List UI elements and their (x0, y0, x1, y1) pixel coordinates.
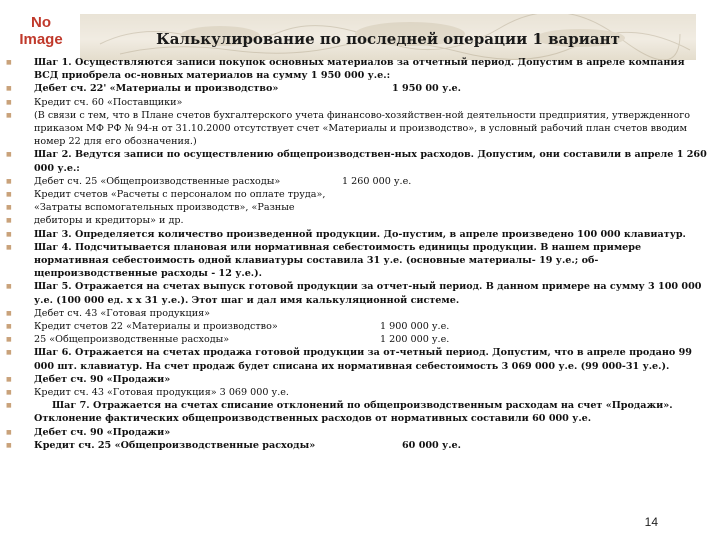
step-4-text (0, 241, 720, 281)
bullet-icon: ■ (6, 177, 12, 185)
credit-accounts-line-3 (0, 214, 720, 227)
credit-43-label: Кредит сч. 43 «Готовая продукция» 3 069 000 у.е. (34, 387, 289, 399)
bullet-icon: ■ (6, 217, 12, 225)
bullet-icon: ■ (6, 349, 12, 357)
step-3-label: Шаг 3. Определяется количество произведенной продукции. До-пустим, в апреле произведено 100 000 клавиатур. (34, 228, 686, 240)
step-2-text (0, 148, 720, 174)
entry-debit-25 (0, 175, 720, 188)
credit-accounts-line-1 (0, 188, 720, 201)
step-5-label: Шаг 5. Отражается на счетах выпуск готовой продукции за отчет-ный период. В данном примере на сумму 3 100 000 у.е. (100 000 ед. х х 31 у.е.). Этот шаг и дал имя калькуляционной системе. (34, 281, 702, 306)
step-3-text (0, 228, 720, 241)
bullet-icon: ■ (6, 98, 12, 106)
bullet-icon: ■ (6, 283, 12, 291)
step-7-text (0, 399, 720, 425)
step-2-label: Шаг 2. Ведутся записи по осуществлению общепроизводствен-ных расходов. Допустим, они составили в апреле 1 260 000 у.е.: (34, 149, 707, 174)
credit-22-label: Кредит счетов 22 «Материалы и производство» (34, 321, 278, 333)
no-image-line1: No (31, 14, 51, 31)
credit-accounts-text-1: Кредит счетов «Расчеты с персоналом по оплате труда», (34, 189, 326, 201)
page-number: 14 (644, 515, 658, 529)
bullet-icon: ■ (6, 375, 12, 383)
bullet-icon: ■ (6, 402, 12, 410)
step-1-text (0, 56, 720, 82)
debit-25-label: Дебет сч. 25 «Общепроизводственные расходы» (34, 175, 281, 187)
bullet-icon: ■ (6, 389, 12, 397)
bullet-icon: ■ (6, 111, 12, 119)
bullet-icon: ■ (6, 59, 12, 66)
step-5-text (0, 280, 720, 306)
bullet-icon: ■ (6, 323, 12, 331)
entry-debit-22 (0, 82, 720, 95)
note-text: (В связи с тем, что в Плане счетов бухгалтерского учета финансово-хозяйствен-ной деятельности предприятия, утвержденного приказом МФ РФ № 94-н от 31.10.2000 отсутствует счет «Материалы и производство», в условный рабочий план счетов вводим номер 22 для его обозначения.) (34, 109, 691, 148)
bullet-icon: ■ (6, 441, 12, 449)
bullet-icon: ■ (6, 191, 12, 199)
entry-debit-90-b (0, 426, 720, 439)
debit-90-label-b: Дебет сч. 90 «Продажи» (34, 426, 171, 438)
no-image-line2: Image (19, 31, 63, 48)
bullet-icon: ■ (6, 336, 12, 344)
credit-accounts-text-3: дебиторы и кредиторы» и др. (34, 215, 184, 227)
bullet-icon: ■ (6, 428, 12, 436)
note-paragraph (0, 109, 720, 149)
credit-60-label: Кредит сч. 60 «Поставщики» (34, 96, 183, 108)
slide-title: Калькулирование по последней операции 1 вариант (156, 30, 620, 48)
bullet-icon: ■ (6, 243, 12, 251)
credit-accounts-line-2 (0, 201, 720, 214)
bullet-icon: ■ (6, 151, 12, 159)
credit-25-amount: 1 200 000 у.е. (380, 334, 450, 346)
bullet-icon: ■ (6, 309, 12, 317)
credit-25-final-amount: 60 000 у.е. (402, 439, 461, 451)
entry-credit-43 (0, 386, 720, 399)
debit-25-amount: 1 260 000 у.е. (342, 175, 412, 187)
credit-25-label: 25 «Общепроизводственные расходы» (34, 334, 230, 346)
step-4-label: Шаг 4. Подсчитывается плановая или нормативная себестоимость единицы продукции. В нашем примере нормативная себестоимость одной клавиатуры составила 31 у.е. (основные материалы- 19 у.е.; об-щепроизводственные расходы - 12 у.е.). (34, 241, 642, 280)
step-1-label: Шаг 1. Осуществляются записи покупок основных материалов за отчетный период. Допустим в апреле компания ВСД приобрела ос-новных материалов на сумму 1 950 000 у.е.: (34, 57, 685, 82)
entry-credit-22 (0, 320, 720, 333)
bullet-icon: ■ (6, 204, 12, 212)
bullet-icon: ■ (6, 85, 12, 93)
credit-accounts-text-2: «Затраты вспомогательных производств», «Разные (34, 202, 295, 214)
entry-credit-25 (0, 333, 720, 346)
debit-90-label-a: Дебет сч. 90 «Продажи» (34, 373, 171, 385)
entry-debit-43 (0, 307, 720, 320)
debit-22-label: Дебет сч. 22' «Материалы и производство» (34, 83, 279, 95)
step-6-text (0, 346, 720, 372)
bullet-icon: ■ (6, 230, 12, 238)
entry-credit-60 (0, 96, 720, 109)
entry-debit-90-a (0, 373, 720, 386)
slide-body (0, 56, 720, 452)
debit-43-label: Дебет сч. 43 «Готовая продукция» (34, 307, 211, 319)
credit-22-amount: 1 900 000 у.е. (380, 321, 450, 333)
credit-25-final-label: Кредит сч. 25 «Общепроизводственные расходы» (34, 439, 316, 451)
step-7-label: Шаг 7. Отражается на счетах списание отклонений по общепроизводственным расходам на счет «Продажи». Отклонение фактических общепроизводственных расходов от нормативных составили 60 000 у.е. (34, 400, 673, 425)
entry-credit-25-final (0, 439, 720, 452)
debit-22-amount: 1 950 00 у.е. (392, 83, 461, 95)
step-6-label: Шаг 6. Отражается на счетах продажа готовой продукции за от-четный период. Допустим, что в апреле продано 99 000 шт. клавиатур. На счет продаж будет списана их нормативная себестоимость 3 069 000 у.е. (99 000-31 у.е.). (34, 347, 692, 372)
